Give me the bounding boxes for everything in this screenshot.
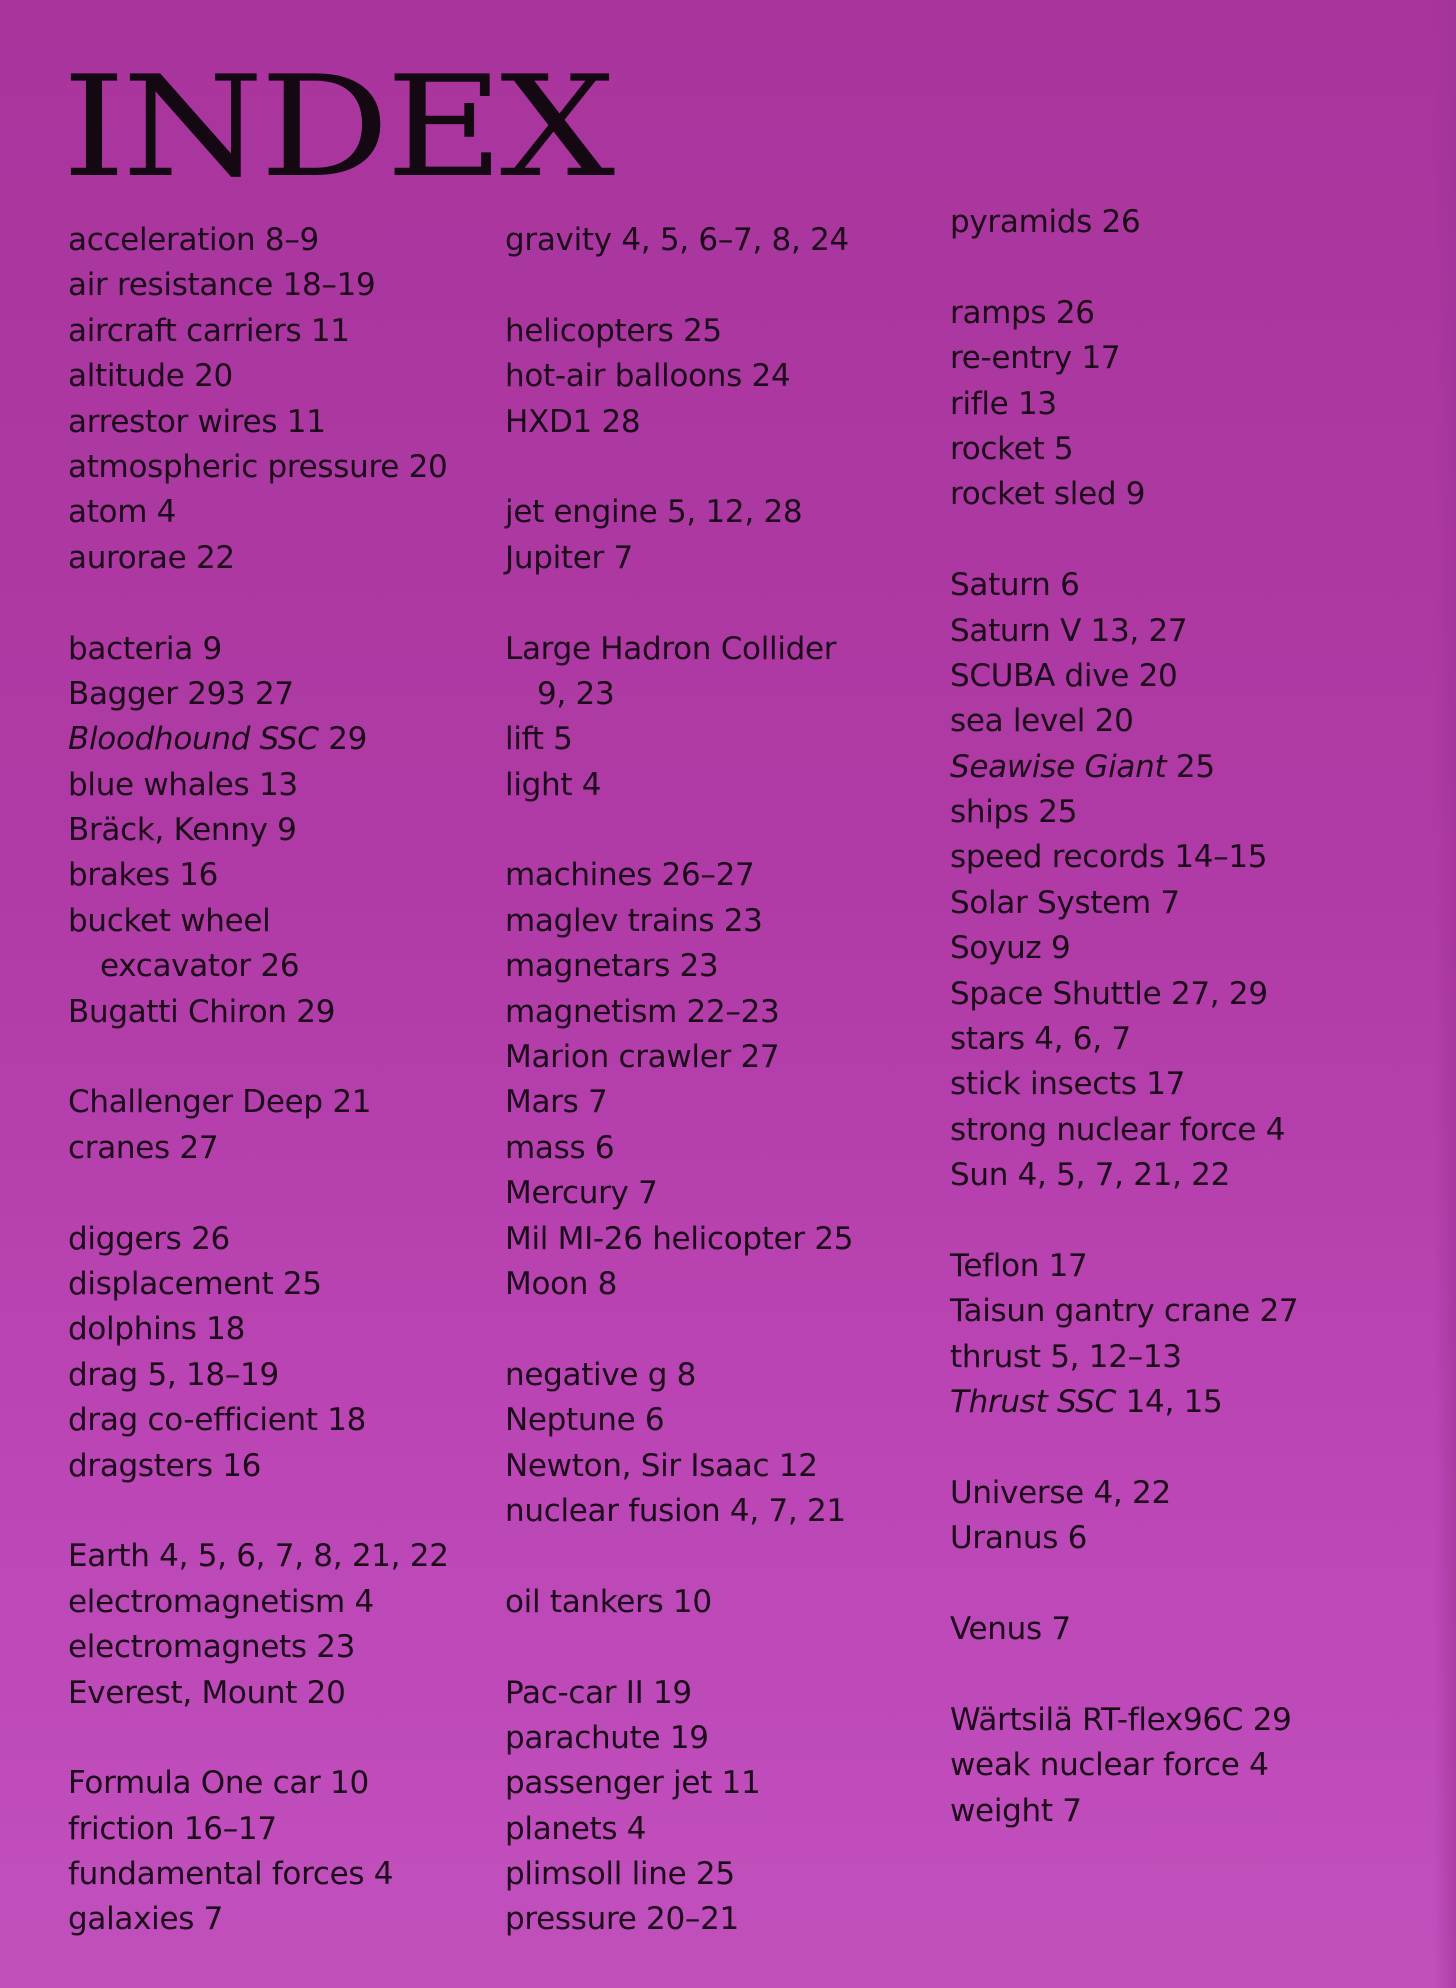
index-entry-pages: 29 xyxy=(328,721,368,758)
index-entry: negative g 8 xyxy=(505,1356,697,1393)
index-entry: dolphins 18 xyxy=(68,1311,245,1348)
index-entry: speed records 14–15 xyxy=(950,839,1268,876)
index-entry: Jupiter 7 xyxy=(505,539,633,576)
section-gap xyxy=(950,245,1390,290)
section-gap xyxy=(505,581,945,626)
section-gap xyxy=(68,581,508,626)
page-edge-shade xyxy=(1434,0,1456,1988)
index-entry: rocket 5 xyxy=(950,430,1074,467)
index-entry: pressure 20–21 xyxy=(505,1901,739,1938)
index-entry-pages: 25 xyxy=(1175,748,1215,785)
index-entry: sea level 20 xyxy=(950,703,1134,740)
index-entry: friction 16–17 xyxy=(68,1810,277,1847)
index-entry: rifle 13 xyxy=(950,385,1057,422)
index-entry: blue whales 13 xyxy=(68,766,298,803)
index-entry-title: Thrust SSC xyxy=(950,1384,1117,1421)
section-gap xyxy=(950,1562,1390,1607)
index-entry: Sun 4, 5, 7, 21, 22 xyxy=(950,1157,1231,1194)
index-entry: Neptune 6 xyxy=(505,1402,665,1439)
index-entry: Formula One car 10 xyxy=(68,1765,369,1802)
index-column-3 xyxy=(950,200,1390,1834)
index-entry: stars 4, 6, 7 xyxy=(950,1021,1131,1058)
index-entry: weight 7 xyxy=(950,1792,1082,1829)
index-entry: atmospheric pressure 20 xyxy=(68,448,448,485)
section-gap xyxy=(505,1625,945,1670)
index-entry: planets 4 xyxy=(505,1810,647,1847)
index-entry: acceleration 8–9 xyxy=(68,222,319,258)
index-entry: altitude 20 xyxy=(68,358,233,395)
index-entry: passenger jet 11 xyxy=(505,1765,761,1802)
index-entry: Venus 7 xyxy=(950,1611,1071,1648)
index-entry: Earth 4, 5, 6, 7, 8, 21, 22 xyxy=(68,1538,449,1575)
index-entry: weak nuclear force 4 xyxy=(950,1747,1269,1784)
index-entry: maglev trains 23 xyxy=(505,902,763,939)
index-entry: Soyuz 9 xyxy=(950,930,1071,967)
section-gap xyxy=(505,263,945,308)
section-gap xyxy=(950,1199,1390,1244)
index-entry-title: Seawise Giant xyxy=(950,748,1167,785)
section-gap xyxy=(505,808,945,853)
index-entry: nuclear fusion 4, 7, 21 xyxy=(505,1492,846,1529)
index-entry: light 4 xyxy=(505,766,602,803)
index-entry: air resistance 18–19 xyxy=(68,267,376,304)
index-entry: ships 25 xyxy=(950,794,1078,831)
index-entry: bacteria 9 xyxy=(68,630,222,667)
index-entry: mass 6 xyxy=(505,1129,615,1166)
section-gap xyxy=(950,518,1390,563)
index-entry: Large Hadron Collider xyxy=(505,630,837,667)
index-entry: Mercury 7 xyxy=(505,1175,658,1212)
index-entry: Mil MI-26 helicopter 25 xyxy=(505,1220,854,1257)
section-gap xyxy=(950,1653,1390,1698)
index-entry: Bugatti Chiron 29 xyxy=(68,993,336,1030)
index-entry: Newton, Sir Isaac 12 xyxy=(505,1447,818,1484)
index-entry: oil tankers 10 xyxy=(505,1583,712,1620)
index-entry: arrestor wires 11 xyxy=(68,403,326,440)
index-entry: Challenger Deep 21 xyxy=(68,1084,372,1121)
index-entry-seawise xyxy=(950,745,1390,790)
index-entry: Mars 7 xyxy=(505,1084,608,1121)
index-entry: strong nuclear force 4 xyxy=(950,1111,1286,1148)
index-entry: machines 26–27 xyxy=(505,857,755,894)
index-entry-continued: excavator 26 xyxy=(100,948,300,985)
index-entry: ramps 26 xyxy=(950,294,1095,331)
index-entry-pages: 14, 15 xyxy=(1125,1384,1223,1421)
index-entry-title: Bloodhound SSC xyxy=(68,721,319,758)
section-gap xyxy=(950,1426,1390,1471)
index-entry: Taisun gantry crane 27 xyxy=(950,1293,1299,1330)
index-entry: Saturn V 13, 27 xyxy=(950,612,1188,649)
index-entry: helicopters 25 xyxy=(505,312,722,349)
index-entry: gravity 4, 5, 6–7, 8, 24 xyxy=(505,222,849,258)
index-entry: diggers 26 xyxy=(68,1220,230,1257)
index-entry: magnetism 22–23 xyxy=(505,993,780,1030)
index-entry: Pac-car II 19 xyxy=(505,1674,692,1711)
index-entry: Wärtsilä RT-flex96C 29 xyxy=(950,1701,1292,1738)
index-entry: Everest, Mount 20 xyxy=(68,1674,346,1711)
index-entry: HXD1 28 xyxy=(505,403,641,440)
index-entry: Bagger 293 27 xyxy=(68,675,294,712)
section-gap xyxy=(505,1307,945,1352)
index-entry-bloodhound xyxy=(68,717,508,762)
index-entry: cranes 27 xyxy=(68,1129,219,1166)
index-entry: atom 4 xyxy=(68,494,177,531)
index-entry: Marion crawler 27 xyxy=(505,1039,780,1076)
index-entry-thrust-ssc xyxy=(950,1380,1390,1425)
index-entry: Teflon 17 xyxy=(950,1247,1088,1284)
index-entry: drag 5, 18–19 xyxy=(68,1356,279,1393)
index-entry: Universe 4, 22 xyxy=(950,1474,1171,1511)
index-entry: re-entry 17 xyxy=(950,340,1121,377)
index-column-2 xyxy=(505,218,945,1943)
index-entry: aircraft carriers 11 xyxy=(68,312,350,349)
index-entry: hot-air balloons 24 xyxy=(505,358,791,395)
index-entry: displacement 25 xyxy=(68,1265,322,1302)
index-entry: Space Shuttle 27, 29 xyxy=(950,975,1268,1012)
section-gap xyxy=(68,1489,508,1534)
section-gap xyxy=(68,1716,508,1761)
index-entry: plimsoll line 25 xyxy=(505,1856,735,1893)
index-column-1 xyxy=(68,218,508,1943)
index-entry: dragsters 16 xyxy=(68,1447,262,1484)
index-entry: fundamental forces 4 xyxy=(68,1856,394,1893)
page-title: INDEX xyxy=(62,46,612,209)
index-entry: magnetars 23 xyxy=(505,948,719,985)
index-entry: thrust 5, 12–13 xyxy=(950,1338,1182,1375)
index-entry: parachute 19 xyxy=(505,1719,709,1756)
section-gap xyxy=(505,445,945,490)
index-entry: Bräck, Kenny 9 xyxy=(68,812,297,849)
index-entry: brakes 16 xyxy=(68,857,219,894)
index-entry-continued: 9, 23 xyxy=(537,675,615,712)
index-entry: Moon 8 xyxy=(505,1265,618,1302)
index-entry: galaxies 7 xyxy=(68,1901,224,1938)
section-gap xyxy=(505,1534,945,1579)
index-entry: jet engine 5, 12, 28 xyxy=(505,494,803,531)
index-entry: drag co-efficient 18 xyxy=(68,1402,367,1439)
index-entry: electromagnetism 4 xyxy=(68,1583,374,1620)
index-entry: Solar System 7 xyxy=(950,884,1180,921)
index-entry: aurorae 22 xyxy=(68,539,235,576)
index-entry: lift 5 xyxy=(505,721,573,758)
index-entry: Uranus 6 xyxy=(950,1520,1088,1557)
index-entry: rocket sled 9 xyxy=(950,476,1146,513)
index-entry: pyramids 26 xyxy=(950,204,1141,240)
index-entry: electromagnets 23 xyxy=(68,1629,356,1666)
index-entry: stick insects 17 xyxy=(950,1066,1186,1103)
section-gap xyxy=(68,1171,508,1216)
index-entry: Saturn 6 xyxy=(950,567,1080,604)
index-entry: bucket wheel xyxy=(68,902,271,939)
section-gap xyxy=(68,1035,508,1080)
index-entry: SCUBA dive 20 xyxy=(950,657,1178,694)
